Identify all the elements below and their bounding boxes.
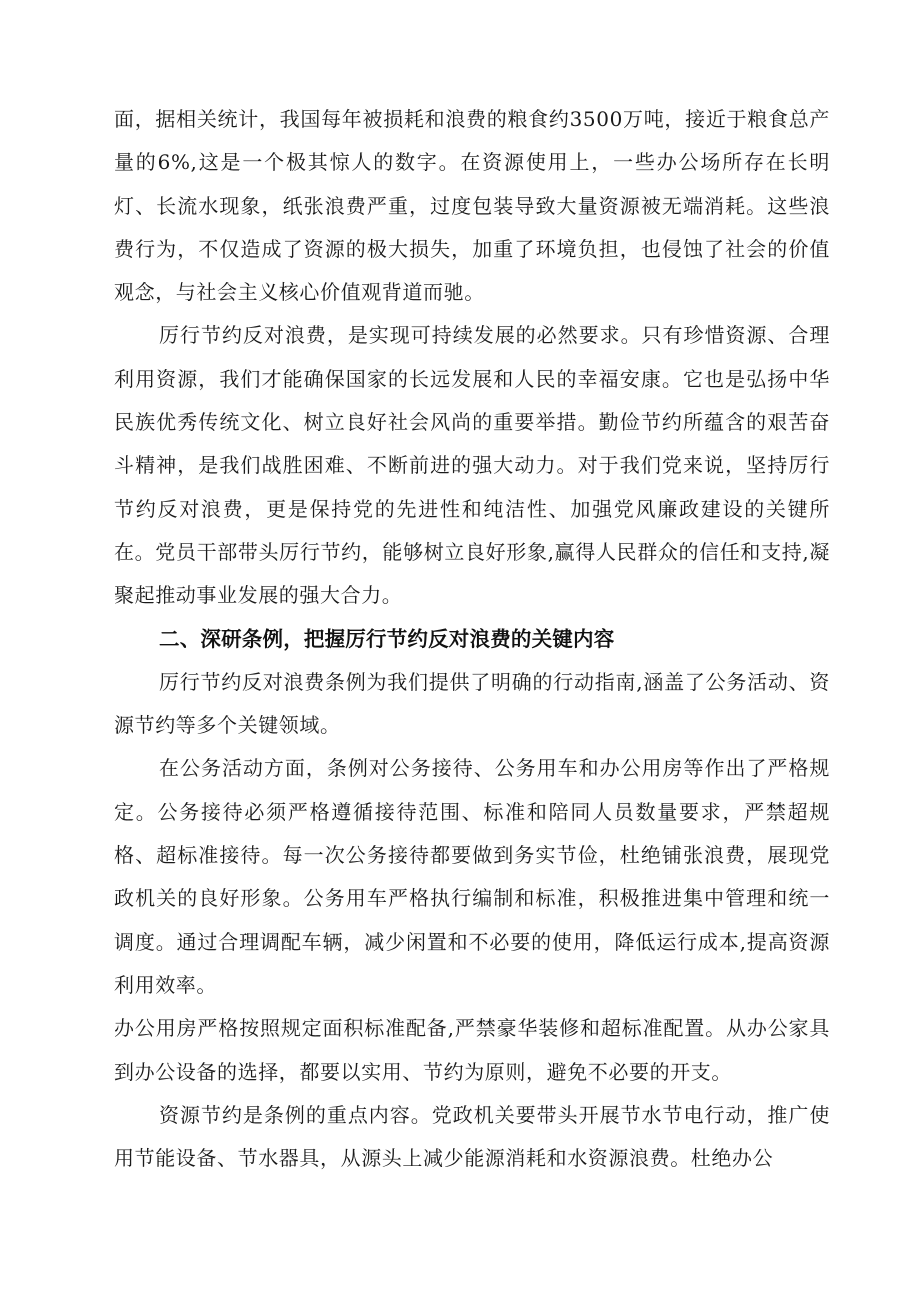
section-heading-2: 二、深研条例，把握厉行节约反对浪费的关键内容 [159,626,615,651]
paragraph-waste-statistics: 面，据相关统计，我国每年被损耗和浪费的粮食约3500万吨，接近于粮食总产量的6%,这是一个极其惊人的数字。在资源使用上，一些办公场所存在长明灯、长流水现象，纸张浪费严重，过度包装导致大量资源被无端消耗。这些浪费行为，不仅造成了资源的极大损失，加重了环境负担，也侵蚀了社会的价值观念，与社会主义核心价值观背道而驰。 [114,107,830,305]
paragraph-significance: 厉行节约反对浪费，是实现可持续发展的必然要求。只有珍惜资源、合理利用资源，我们才能确保国家的长远发展和人民的幸福安康。它也是弘扬中华民族优秀传统文化、树立良好社会风尚的重要举措。勤俭节约所蕴含的艰苦奋斗精神，是我们战胜困难、不断前进的强大动力。对于我们党来说，坚持厉行节约反对浪费，更是保持党的先进性和纯洁性、加强党风廉政建设的关键所在。党员干部带头厉行节约，能够树立良好形象,赢得人民群众的信任和支持,凝聚起推动事业发展的强大合力。 [114,323,830,608]
paragraph-guide-intro: 厉行节约反对浪费条例为我们提供了明确的行动指南,涵盖了公务活动、资源节约等多个关键领域。 [114,669,830,738]
paragraph-office-space: 办公用房严格按照规定面积标准配备,严禁豪华装修和超标准配置。从办公家具到办公设备的选择，都要以实用、节约为原则，避免不必要的开支。 [114,1016,830,1084]
paragraph-resource-saving: 资源节约是条例的重点内容。党政机关要带头开展节水节电行动，推广使用节能设备、节水器具，从源头上减少能源消耗和水资源浪费。杜绝办公 [114,1102,830,1171]
document-body [114,98,830,1180]
paragraph-official-activities: 在公务活动方面，条例对公务接待、公务用车和办公用房等作出了严格规定。公务接待必须严格遵循接待范围、标准和陪同人员数量要求，严禁超规格、超标准接待。每一次公务接待都要做到务实节俭，杜绝铺张浪费，展现党政机关的良好形象。公务用车严格执行编制和标准，积极推进集中管理和统一调度。通过合理调配车辆，减少闲置和不必要的使用，降低运行成本,提高资源利用效率。 [114,756,830,997]
